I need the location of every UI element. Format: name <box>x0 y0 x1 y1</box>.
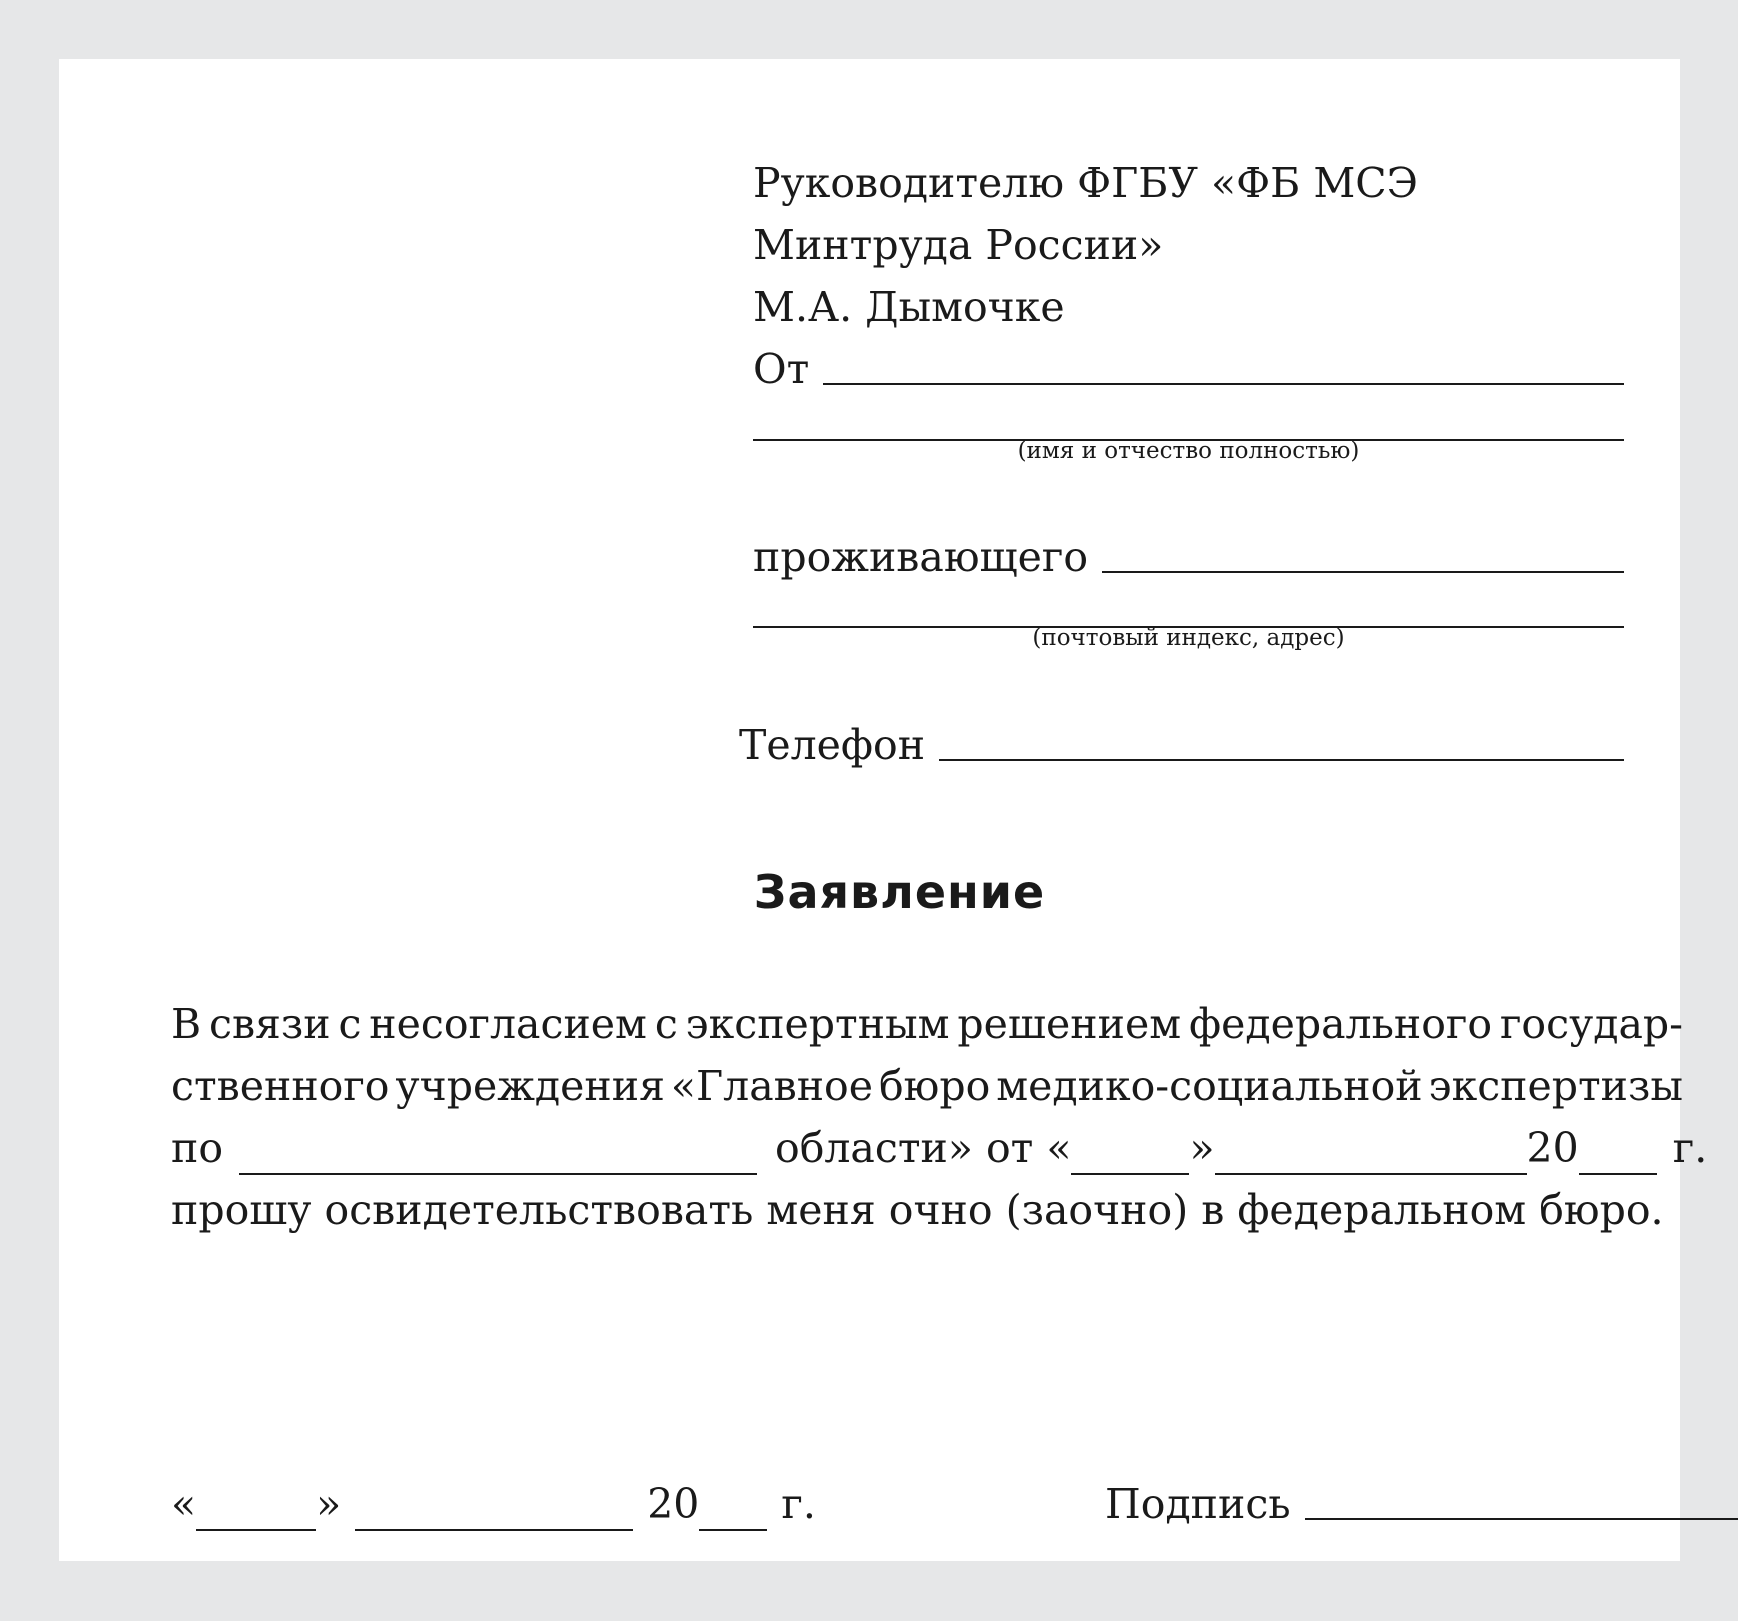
body-word: экспертным <box>685 1000 950 1048</box>
body-line-2 <box>171 1061 1683 1111</box>
footer-day-field[interactable] <box>196 1493 316 1531</box>
addressee-line-2: Минтруда России» <box>753 221 1164 269</box>
document-sheet <box>59 59 1708 1561</box>
footer-date <box>171 1479 816 1529</box>
region-field[interactable] <box>239 1137 757 1175</box>
body-word: экспертизы <box>1428 1062 1683 1110</box>
body-line-4: прошу освидетельствовать меня очно (заочно) в федеральном бюро. <box>171 1186 1664 1234</box>
body-word: государ- <box>1499 1000 1683 1048</box>
phone-row <box>739 720 1624 770</box>
body-word: с <box>654 1000 678 1048</box>
region-suffix: области» от « <box>775 1124 1072 1172</box>
signature-label: Подпись <box>1105 1480 1291 1528</box>
signature-row <box>1105 1479 1683 1529</box>
from-name-field[interactable] <box>823 345 1624 385</box>
address-field-line-2[interactable] <box>753 588 1624 628</box>
name-hint: (имя и отчество полностью) <box>1017 438 1360 464</box>
phone-field[interactable] <box>939 721 1624 761</box>
footer-year-prefix: 20 <box>647 1480 700 1528</box>
decision-month-field[interactable] <box>1215 1137 1527 1175</box>
body-word: медико-социальной <box>996 1062 1423 1110</box>
from-name-field-line-2[interactable] <box>753 401 1624 441</box>
addressee-line-1: Руководителю ФГБУ «ФБ МСЭ <box>753 159 1419 207</box>
footer-year-field[interactable] <box>699 1493 767 1531</box>
decision-day-field[interactable] <box>1071 1137 1189 1175</box>
body-word: несогласием <box>369 1000 647 1048</box>
body-word: связи <box>209 1000 331 1048</box>
decision-year-field[interactable] <box>1579 1137 1657 1175</box>
from-label: От <box>753 345 810 393</box>
body-word: учреждения <box>395 1062 665 1110</box>
footer-month-field[interactable] <box>355 1493 633 1531</box>
footer-quote-open: « <box>171 1480 197 1528</box>
from-row <box>753 344 1624 394</box>
residing-label: проживающего <box>753 533 1089 581</box>
residing-row <box>753 532 1624 582</box>
body-word: решением <box>957 1000 1182 1048</box>
body-line-1 <box>171 999 1683 1049</box>
decision-year-suffix: г. <box>1672 1124 1708 1172</box>
phone-label: Телефон <box>739 721 926 769</box>
decision-quote-close: » <box>1189 1124 1215 1172</box>
body-word: В <box>171 1000 202 1048</box>
body-word: с <box>338 1000 362 1048</box>
body-line-3 <box>171 1123 1708 1173</box>
address-hint: (почтовый индекс, адрес) <box>1032 625 1345 651</box>
by-word: по <box>171 1124 224 1172</box>
decision-year-prefix: 20 <box>1526 1124 1579 1172</box>
footer-year-suffix: г. <box>781 1480 816 1528</box>
footer-quote-close: » <box>316 1480 342 1528</box>
body-word: федерального <box>1188 1000 1493 1048</box>
body-word: «Главное <box>670 1062 873 1110</box>
body-word: бюро <box>878 1062 991 1110</box>
addressee-line-3: М.А. Дымочке <box>753 283 1065 331</box>
address-field[interactable] <box>1102 533 1624 573</box>
document-title: Заявление <box>753 865 1046 919</box>
body-word: ственного <box>171 1062 390 1110</box>
signature-field[interactable] <box>1305 1480 1738 1520</box>
